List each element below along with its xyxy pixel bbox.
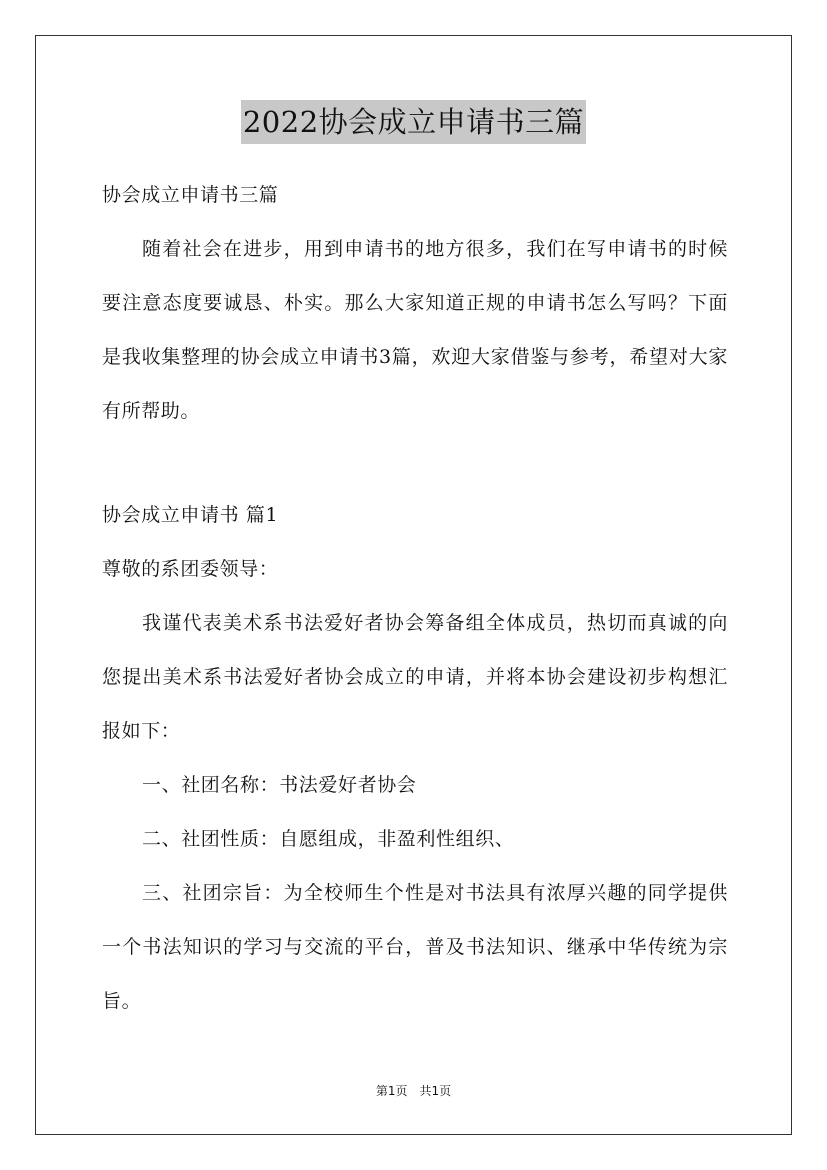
item-club-nature: 二、社团性质：自愿组成，非盈利性组织、 (142, 828, 515, 850)
title-container (0, 100, 827, 144)
item-club-name: 一、社团名称：书法爱好者协会 (142, 774, 417, 796)
document-title: 2022协会成立申请书三篇 (241, 100, 586, 144)
body-paragraph: 我谨代表美术系书法爱好者协会筹备组全体成员，热切而真诚的向您提出美术系书法爱好者协会成立的申请，并将本协会建设初步构想汇报如下： (102, 612, 728, 742)
page-footer: 第1页 共1页 (375, 1084, 452, 1098)
document-body (102, 168, 728, 1028)
intro-paragraph: 随着社会在进步，用到申请书的地方很多，我们在写申请书的时候要注意态度要诚恳、朴实。那么大家知道正规的申请书怎么写吗？下面是我收集整理的协会成立申请书3篇，欢迎大家借鉴与参考，希望对大家有所帮助。 (102, 238, 728, 422)
section-heading: 协会成立申请书 篇1 (102, 504, 279, 526)
section-spacer (102, 438, 728, 488)
item-club-purpose: 三、社团宗旨：为全校师生个性是对书法具有浓厚兴趣的同学提供一个书法知识的学习与交流的平台，普及书法知识、继承中华传统为宗旨。 (102, 882, 728, 1012)
salutation: 尊敬的系团委领导： (102, 558, 279, 580)
document-subtitle: 协会成立申请书三篇 (102, 184, 279, 206)
